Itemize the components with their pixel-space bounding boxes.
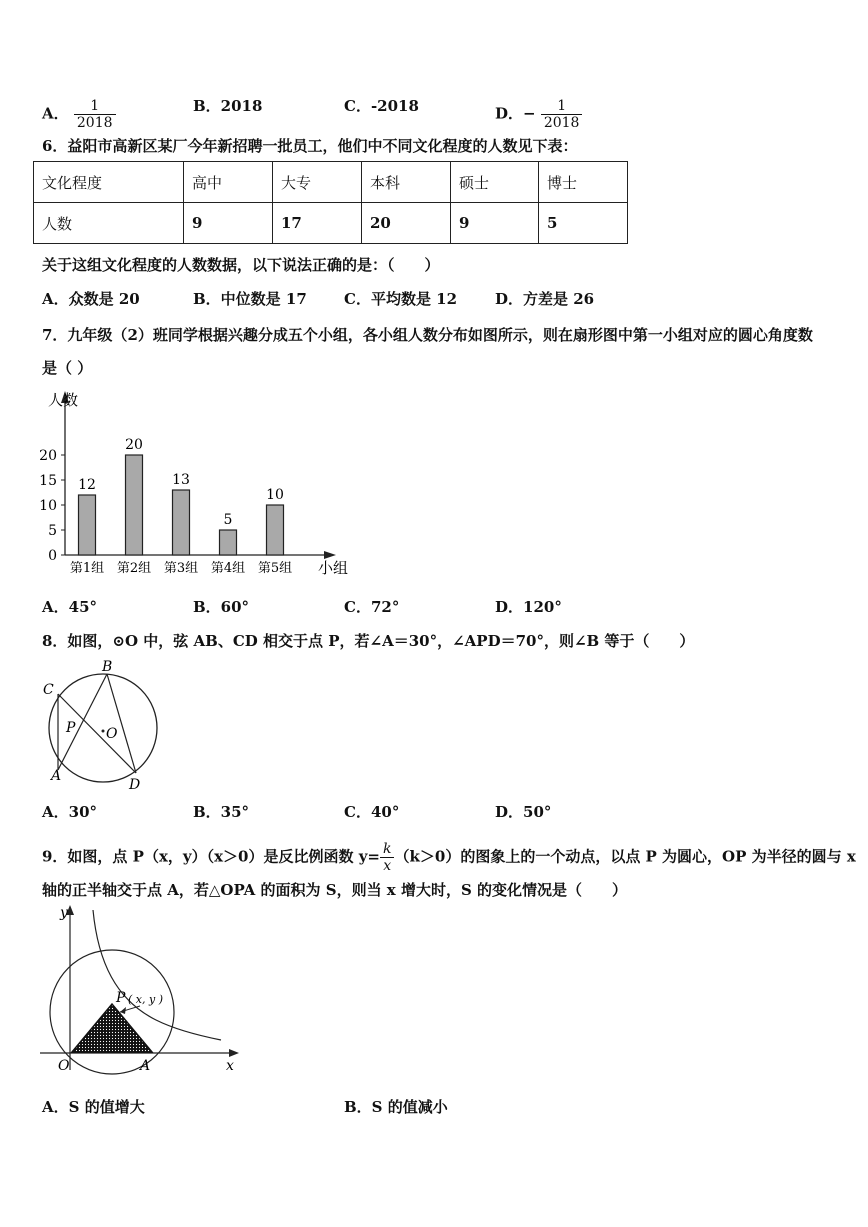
q5-option-d: D．− $\frac{1}{2018}$ — [495, 98, 582, 131]
label-p: P — [66, 720, 76, 736]
q8-circle-diagram — [38, 656, 168, 796]
table-cell: 5 — [539, 203, 628, 244]
q5-fraction-d: $\frac{1}{2018}$ — [541, 98, 583, 131]
bar-value-label: 12 — [78, 477, 96, 493]
q6-option-c: C．平均数是 12 — [344, 290, 458, 308]
bar-5 — [267, 505, 284, 555]
y-tick-label: 10 — [39, 498, 57, 514]
q9-option-a: A．S 的值增大 — [42, 1098, 145, 1116]
bar-value-label: 10 — [266, 487, 284, 503]
q7-stem-line2: 是（ ） — [42, 359, 93, 377]
triangle-opa — [72, 1004, 152, 1052]
label-c: C — [43, 682, 54, 698]
table-cell: 博士 — [539, 162, 628, 203]
x-category-label: 第4组 — [210, 561, 246, 576]
table-cell: 文化程度 — [34, 162, 184, 203]
q7-stem-line1: 7．九年级（2）班同学根据兴趣分成五个小组，各小组人数分布如图所示，则在扇形图中第一小组对应的圆心角度数 — [42, 326, 813, 344]
label-p-coordinates: ( x, y ) — [128, 993, 163, 1006]
q7-option-c: C．72° — [344, 598, 400, 616]
pointer-arrow — [120, 1007, 126, 1014]
q9-stem-line1: 9．如图，点 P（x，y）（x＞0）是反比例函数 y= $\frac{k}{x}$ （k＞0）的图象上的一个动点，以点 P 为圆心，OP 为半径的圆与 x — [42, 841, 856, 874]
q6-option-b: B．中位数是 17 — [193, 290, 307, 308]
q8-option-c: C．40° — [344, 803, 400, 821]
label-b: B — [102, 659, 113, 675]
q6-option-d: D．方差是 26 — [495, 290, 595, 308]
table-cell: 人数 — [34, 203, 184, 244]
q8-option-b: B．35° — [193, 803, 250, 821]
table-cell: 20 — [362, 203, 451, 244]
q9-option-b: B．S 的值减小 — [344, 1098, 448, 1116]
label-d: D — [129, 777, 141, 793]
label-y: y — [60, 905, 68, 921]
bar-value-label: 5 — [223, 512, 233, 528]
x-category-label: 第1组 — [69, 561, 105, 576]
table-cell: 大专 — [273, 162, 362, 203]
table-cell: 17 — [273, 203, 362, 244]
bar-1 — [79, 495, 96, 555]
q5-option-a: A． $\frac{1}{2018}$ — [42, 98, 116, 131]
education-table — [33, 161, 628, 244]
q9-fraction: $\frac{k}{x}$ — [380, 841, 394, 874]
q5-option-c: C．-2018 — [344, 97, 419, 115]
label-x: x — [226, 1058, 234, 1074]
q5-fraction-a: $\frac{1}{2018}$ — [74, 98, 116, 131]
label-p: P — [116, 990, 126, 1006]
bar-3 — [173, 490, 190, 555]
bar-value-label: 13 — [172, 472, 190, 488]
y-tick-label: 20 — [39, 448, 57, 464]
label-o: O — [106, 726, 118, 742]
table-row-header — [34, 162, 628, 203]
x-category-label: 第5组 — [257, 561, 293, 576]
y-tick-label: 0 — [48, 548, 57, 564]
q9-stem-line2: 轴的正半轴交于点 A，若△OPA 的面积为 S，则当 x 增大时，S 的变化情况是（ ） — [42, 881, 628, 899]
label-o: O — [58, 1058, 70, 1074]
table-row-counts — [34, 203, 628, 244]
y-tick-label: 5 — [48, 523, 57, 539]
label-a: A — [140, 1058, 151, 1074]
bar-4 — [220, 530, 237, 555]
table-cell: 本科 — [362, 162, 451, 203]
q7-option-b: B．60° — [193, 598, 250, 616]
center-point — [102, 730, 105, 733]
table-cell: 9 — [451, 203, 539, 244]
label-a: A — [51, 768, 62, 784]
x-axis-arrow — [324, 551, 336, 559]
table-cell: 9 — [184, 203, 273, 244]
y-tick-label: 15 — [39, 473, 57, 489]
x-category-label: 第2组 — [116, 561, 152, 576]
q6-question: 关于这组文化程度的人数数据，以下说法正确的是：（ ） — [42, 256, 440, 274]
bar-2 — [126, 455, 143, 555]
x-axis-arrow — [229, 1049, 239, 1057]
table-cell: 高中 — [184, 162, 273, 203]
q5-option-b: B．2018 — [193, 97, 263, 115]
q8-option-d: D．50° — [495, 803, 552, 821]
q6-stem: 6．益阳市高新区某厂今年新招聘一批员工，他们中不同文化程度的人数见下表： — [42, 137, 578, 155]
q9-coordinate-diagram — [36, 902, 246, 1077]
q7-option-d: D．120° — [495, 598, 562, 616]
x-axis-label: 小组 — [318, 559, 349, 577]
group-bar-chart — [30, 385, 360, 585]
q6-option-a: A．众数是 20 — [42, 290, 140, 308]
bar-value-label: 20 — [125, 437, 143, 453]
q8-option-a: A．30° — [42, 803, 98, 821]
q7-option-a: A．45° — [42, 598, 98, 616]
table-cell: 硕士 — [451, 162, 539, 203]
y-axis-label: 人数 — [48, 391, 79, 409]
q8-stem: 8．如图，⊙O 中，弦 AB、CD 相交于点 P，若∠A＝30°，∠APD＝70°，则∠B 等于（ ） — [42, 632, 695, 650]
x-category-label: 第3组 — [163, 561, 199, 576]
